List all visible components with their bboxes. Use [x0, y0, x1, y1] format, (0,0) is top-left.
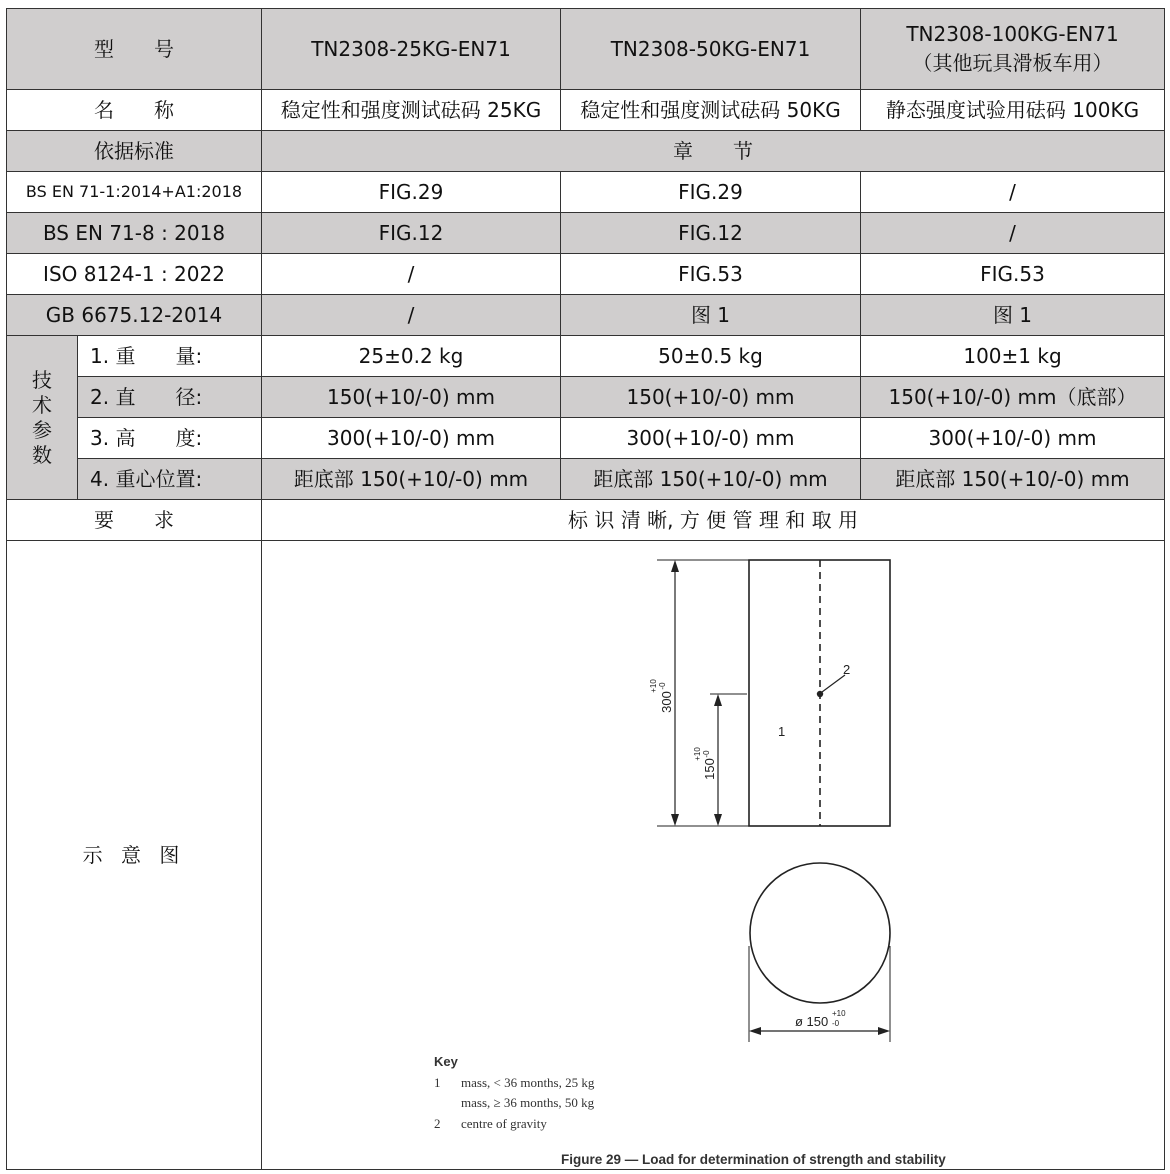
standard-value: FIG.53	[861, 254, 1165, 295]
standard-value: /	[861, 172, 1165, 213]
standards-label: 依据标准	[7, 131, 262, 172]
tech-params-label	[7, 336, 78, 500]
standard-name: GB 6675.12-2014	[7, 295, 262, 336]
param-value: 300(+10/-0) mm	[262, 418, 561, 459]
key-title: Key	[434, 1053, 458, 1069]
standard-value: /	[262, 295, 561, 336]
model-label: 型 号	[7, 9, 262, 90]
standard-value: FIG.29	[262, 172, 561, 213]
param-value: 距底部 150(+10/-0) mm	[561, 459, 861, 500]
height-dim-tol-lower: -0	[658, 681, 667, 690]
param-value: 300(+10/-0) mm	[561, 418, 861, 459]
tech-label-char: 参	[32, 417, 52, 442]
weight-diagram	[262, 542, 1165, 1169]
diagram-label: 示 意 图	[7, 541, 262, 1170]
param-value: 100±1 kg	[861, 336, 1165, 377]
name-100kg: 静态强度试验用砝码 100KG	[861, 90, 1165, 131]
centre-of-gravity-dot	[817, 690, 823, 696]
standard-row	[7, 295, 1165, 336]
param-value: 150(+10/-0) mm	[561, 377, 861, 418]
arrowhead	[714, 694, 722, 706]
diagram-cell	[262, 541, 1165, 1170]
key-item-text: centre of gravity	[461, 1115, 547, 1131]
figure-caption: Figure 29 — Load for determination of strength and stability	[561, 1151, 946, 1167]
diameter-dim-tol-upper: +10	[832, 1008, 846, 1018]
standard-value: 图 1	[561, 295, 861, 336]
diameter-dim-tol-lower: -0	[832, 1018, 840, 1028]
model-50kg: TN2308-50KG-EN71	[561, 9, 861, 90]
param-label: 3. 高 度:	[78, 418, 262, 459]
standard-name: BS EN 71-8 : 2018	[7, 213, 262, 254]
key-item-text: mass, ≥ 36 months, 50 kg	[461, 1094, 595, 1110]
cog-dim-label: 150	[702, 757, 717, 780]
param-row	[7, 418, 1165, 459]
cog-dim-tol-lower: -0	[702, 749, 711, 758]
tech-label-char: 数	[32, 442, 52, 467]
height-dim-tol-upper: +10	[649, 678, 658, 693]
param-row	[7, 377, 1165, 418]
arrowhead	[749, 1027, 761, 1035]
callout-2: 2	[843, 661, 851, 677]
tech-label-char: 技	[32, 367, 52, 392]
callout-1: 1	[778, 723, 786, 739]
model-100kg-note: （其他玩具滑板车用）	[912, 51, 1113, 75]
spec-table	[6, 8, 1165, 1170]
arrowhead	[878, 1027, 890, 1035]
param-row	[7, 336, 1165, 377]
param-value: 距底部 150(+10/-0) mm	[262, 459, 561, 500]
key-item-text: mass, < 36 months, 25 kg	[461, 1074, 595, 1090]
param-value: 300(+10/-0) mm	[861, 418, 1165, 459]
standard-value: /	[262, 254, 561, 295]
standard-value: FIG.29	[561, 172, 861, 213]
standards-header-row	[7, 131, 1165, 172]
name-label: 名 称	[7, 90, 262, 131]
key-item-number: 2	[434, 1115, 441, 1131]
name-row	[7, 90, 1165, 131]
arrowhead	[714, 814, 722, 826]
model-100kg-code: TN2308-100KG-EN71	[906, 22, 1119, 46]
chapter-label: 章 节	[262, 131, 1165, 172]
model-25kg: TN2308-25KG-EN71	[262, 9, 561, 90]
name-25kg: 稳定性和强度测试砝码 25KG	[262, 90, 561, 131]
param-label: 4. 重心位置:	[78, 459, 262, 500]
height-dim-label: 300	[659, 690, 674, 713]
model-row	[7, 9, 1165, 90]
model-100kg	[861, 9, 1165, 90]
standard-name: BS EN 71-1:2014+A1:2018	[7, 172, 262, 213]
param-value: 50±0.5 kg	[561, 336, 861, 377]
cylinder-top-view	[750, 863, 890, 1003]
requirements-label: 要 求	[7, 500, 262, 541]
standard-value: FIG.12	[262, 213, 561, 254]
standard-value: /	[861, 213, 1165, 254]
param-value: 150(+10/-0) mm	[262, 377, 561, 418]
requirements-value: 标 识 清 晰, 方 便 管 理 和 取 用	[262, 500, 1165, 541]
param-value: 距底部 150(+10/-0) mm	[861, 459, 1165, 500]
diagram-row	[7, 541, 1165, 1170]
standard-value: FIG.53	[561, 254, 861, 295]
arrowhead	[671, 814, 679, 826]
param-row	[7, 459, 1165, 500]
key-item-number: 1	[434, 1074, 441, 1090]
arrowhead	[671, 560, 679, 572]
standard-value: FIG.12	[561, 213, 861, 254]
tech-label-char: 术	[32, 392, 52, 417]
callout-leader	[822, 675, 845, 692]
standard-value: 图 1	[861, 295, 1165, 336]
param-value: 150(+10/-0) mm（底部）	[861, 377, 1165, 418]
standard-row	[7, 213, 1165, 254]
name-50kg: 稳定性和强度测试砝码 50KG	[561, 90, 861, 131]
standard-row	[7, 254, 1165, 295]
param-value: 25±0.2 kg	[262, 336, 561, 377]
diameter-dim-label: ø 150	[795, 1013, 829, 1029]
standard-row	[7, 172, 1165, 213]
requirements-row	[7, 500, 1165, 541]
param-label: 2. 直 径:	[78, 377, 262, 418]
cog-dim-tol-upper: +10	[693, 746, 702, 761]
param-label: 1. 重 量:	[78, 336, 262, 377]
standard-name: ISO 8124-1 : 2022	[7, 254, 262, 295]
